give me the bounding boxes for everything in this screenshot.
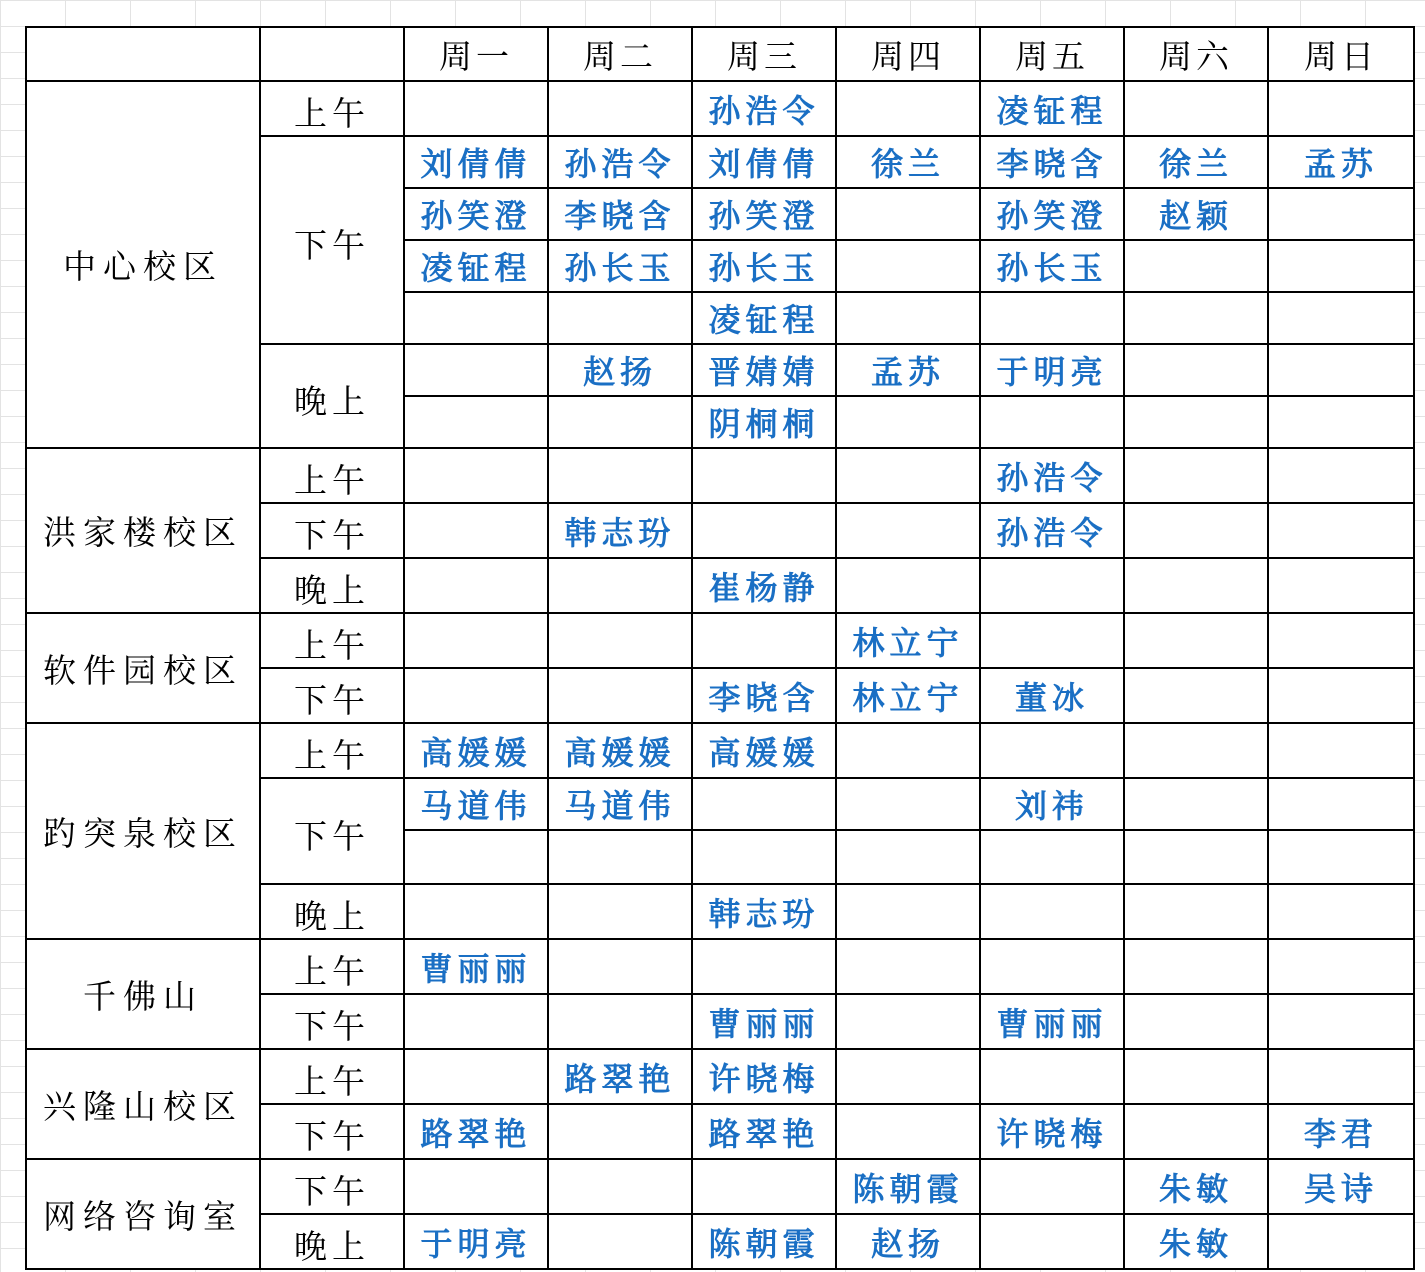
campus-cell[interactable]: 中心校区: [26, 81, 260, 448]
schedule-cell[interactable]: [404, 292, 548, 344]
schedule-cell[interactable]: 路翠艳: [404, 1104, 548, 1159]
time-slot-cell[interactable]: 上午: [260, 1049, 404, 1104]
schedule-cell[interactable]: [836, 558, 980, 613]
schedule-cell[interactable]: [1124, 81, 1268, 136]
schedule-cell[interactable]: [1124, 292, 1268, 344]
schedule-cell[interactable]: [1124, 994, 1268, 1049]
schedule-cell[interactable]: [548, 994, 692, 1049]
schedule-cell[interactable]: 孙长玉: [692, 240, 836, 292]
schedule-cell[interactable]: 孙长玉: [980, 240, 1124, 292]
time-slot-cell[interactable]: 上午: [260, 81, 404, 136]
schedule-cell[interactable]: [404, 344, 548, 396]
time-slot-cell[interactable]: 下午: [260, 994, 404, 1049]
table-row: [26, 81, 1414, 136]
schedule-cell[interactable]: [692, 939, 836, 994]
schedule-cell[interactable]: [404, 668, 548, 723]
schedule-cell[interactable]: [836, 830, 980, 884]
time-slot-cell[interactable]: 晚上: [260, 558, 404, 613]
schedule-cell[interactable]: 朱敏: [1124, 1214, 1268, 1269]
schedule-cell[interactable]: 凌钲程: [980, 81, 1124, 136]
time-slot-cell[interactable]: 上午: [260, 613, 404, 668]
schedule-cell[interactable]: [1268, 1214, 1414, 1269]
table-row: [26, 723, 1414, 778]
time-slot-cell[interactable]: 下午: [260, 136, 404, 344]
schedule-cell[interactable]: 曹丽丽: [404, 939, 548, 994]
schedule-cell[interactable]: [1268, 503, 1414, 558]
schedule-cell[interactable]: [1268, 778, 1414, 830]
schedule-cell[interactable]: [836, 240, 980, 292]
schedule-cell[interactable]: [980, 830, 1124, 884]
schedule-cell[interactable]: [1268, 81, 1414, 136]
schedule-cell[interactable]: [404, 830, 548, 884]
schedule-cell[interactable]: 许晓梅: [980, 1104, 1124, 1159]
schedule-cell[interactable]: [980, 613, 1124, 668]
schedule-cell[interactable]: [1124, 344, 1268, 396]
schedule-cell[interactable]: 孙浩令: [548, 136, 692, 188]
schedule-cell[interactable]: [980, 884, 1124, 939]
schedule-cell[interactable]: 刘倩倩: [404, 136, 548, 188]
time-slot-cell[interactable]: 下午: [260, 1104, 404, 1159]
time-slot-cell[interactable]: 下午: [260, 778, 404, 884]
schedule-cell[interactable]: 刘祎: [980, 778, 1124, 830]
schedule-cell[interactable]: [836, 884, 980, 939]
schedule-cell[interactable]: [548, 1104, 692, 1159]
day-header[interactable]: 周日: [1268, 27, 1414, 81]
schedule-cell[interactable]: [404, 558, 548, 613]
campus-cell[interactable]: 网络咨询室: [26, 1159, 260, 1269]
schedule-cell[interactable]: [1268, 292, 1414, 344]
schedule-table: [25, 26, 1415, 1270]
schedule-cell[interactable]: 李君: [1268, 1104, 1414, 1159]
schedule-cell[interactable]: [836, 396, 980, 448]
schedule-cell[interactable]: [548, 613, 692, 668]
schedule-cell[interactable]: 赵扬: [548, 344, 692, 396]
schedule-cell[interactable]: 凌钲程: [692, 292, 836, 344]
schedule-cell[interactable]: [1124, 830, 1268, 884]
schedule-cell[interactable]: 董冰: [980, 668, 1124, 723]
schedule-cell[interactable]: 于明亮: [980, 344, 1124, 396]
time-slot-cell[interactable]: 晚上: [260, 1214, 404, 1269]
time-slot-cell[interactable]: 上午: [260, 448, 404, 503]
schedule-cell[interactable]: [548, 558, 692, 613]
schedule-cell[interactable]: [836, 994, 980, 1049]
schedule-cell[interactable]: [1124, 613, 1268, 668]
table-row: [26, 939, 1414, 994]
header-corner-campus[interactable]: [26, 27, 260, 81]
schedule-cell[interactable]: [1124, 778, 1268, 830]
schedule-cell[interactable]: [548, 81, 692, 136]
schedule-cell[interactable]: [548, 939, 692, 994]
schedule-cell[interactable]: 孙笑澄: [404, 188, 548, 240]
header-row: [26, 27, 1414, 81]
schedule-cell[interactable]: [836, 503, 980, 558]
schedule-cell[interactable]: 林立宁: [836, 668, 980, 723]
campus-cell[interactable]: 千佛山: [26, 939, 260, 1049]
schedule-cell[interactable]: [404, 503, 548, 558]
schedule-cell[interactable]: [980, 1159, 1124, 1214]
table-row: [26, 1049, 1414, 1104]
schedule-cell[interactable]: [548, 668, 692, 723]
schedule-cell[interactable]: [548, 1159, 692, 1214]
time-slot-cell[interactable]: 下午: [260, 503, 404, 558]
campus-cell[interactable]: 兴隆山校区: [26, 1049, 260, 1159]
time-slot-cell[interactable]: 上午: [260, 939, 404, 994]
schedule-cell[interactable]: 曹丽丽: [692, 994, 836, 1049]
schedule-cell[interactable]: [1124, 1049, 1268, 1104]
schedule-cell[interactable]: [1268, 396, 1414, 448]
day-header[interactable]: 周五: [980, 27, 1124, 81]
time-slot-cell[interactable]: 下午: [260, 1159, 404, 1214]
schedule-cell[interactable]: [836, 723, 980, 778]
schedule-cell[interactable]: [980, 1049, 1124, 1104]
schedule-cell[interactable]: 晋婧婧: [692, 344, 836, 396]
schedule-cell[interactable]: [980, 396, 1124, 448]
schedule-cell[interactable]: [1268, 558, 1414, 613]
time-slot-cell[interactable]: 晚上: [260, 884, 404, 939]
schedule-cell[interactable]: [836, 1104, 980, 1159]
schedule-cell[interactable]: [1268, 613, 1414, 668]
schedule-cell[interactable]: [692, 778, 836, 830]
schedule-cell[interactable]: [1268, 939, 1414, 994]
time-slot-cell[interactable]: 上午: [260, 723, 404, 778]
schedule-cell[interactable]: [836, 292, 980, 344]
schedule-cell[interactable]: 陈朝霞: [692, 1214, 836, 1269]
schedule-cell[interactable]: [692, 613, 836, 668]
table-row: [26, 1159, 1414, 1214]
schedule-cell[interactable]: [548, 884, 692, 939]
schedule-cell[interactable]: [980, 1214, 1124, 1269]
schedule-cell[interactable]: [1268, 344, 1414, 396]
schedule-cell[interactable]: [692, 448, 836, 503]
schedule-cell[interactable]: 赵扬: [836, 1214, 980, 1269]
schedule-cell[interactable]: [980, 292, 1124, 344]
schedule-cell[interactable]: [980, 723, 1124, 778]
schedule-cell[interactable]: [1268, 830, 1414, 884]
schedule-cell[interactable]: [1268, 884, 1414, 939]
schedule-cell[interactable]: [1268, 188, 1414, 240]
schedule-cell[interactable]: [1268, 994, 1414, 1049]
schedule-cell[interactable]: 马道伟: [404, 778, 548, 830]
schedule-cell[interactable]: 路翠艳: [548, 1049, 692, 1104]
day-header[interactable]: 周六: [1124, 27, 1268, 81]
schedule-cell[interactable]: [692, 830, 836, 884]
schedule-cell[interactable]: [404, 1159, 548, 1214]
schedule-cell[interactable]: 许晓梅: [692, 1049, 836, 1104]
time-slot-cell[interactable]: 下午: [260, 668, 404, 723]
schedule-cell[interactable]: 崔杨静: [692, 558, 836, 613]
schedule-cell[interactable]: [548, 448, 692, 503]
schedule-cell[interactable]: [1268, 240, 1414, 292]
header-corner-slot[interactable]: [260, 27, 404, 81]
schedule-cell[interactable]: 马道伟: [548, 778, 692, 830]
schedule-cell[interactable]: 路翠艳: [692, 1104, 836, 1159]
campus-cell[interactable]: 软件园校区: [26, 613, 260, 723]
schedule-cell[interactable]: [404, 448, 548, 503]
schedule-cell[interactable]: [1124, 723, 1268, 778]
schedule-cell[interactable]: 高媛媛: [548, 723, 692, 778]
schedule-cell[interactable]: 刘倩倩: [692, 136, 836, 188]
schedule-cell[interactable]: [836, 188, 980, 240]
schedule-cell[interactable]: [1124, 884, 1268, 939]
schedule-cell[interactable]: [404, 613, 548, 668]
schedule-cell[interactable]: 赵颖: [1124, 188, 1268, 240]
schedule-cell[interactable]: [1124, 668, 1268, 723]
schedule-cell[interactable]: [404, 81, 548, 136]
schedule-cell[interactable]: 韩志玢: [692, 884, 836, 939]
schedule-cell[interactable]: [980, 939, 1124, 994]
schedule-cell[interactable]: 韩志玢: [548, 503, 692, 558]
schedule-cell[interactable]: 徐兰: [1124, 136, 1268, 188]
schedule-cell[interactable]: [980, 558, 1124, 613]
schedule-cell[interactable]: [548, 292, 692, 344]
schedule-cell[interactable]: 徐兰: [836, 136, 980, 188]
schedule-cell[interactable]: 陈朝霞: [836, 1159, 980, 1214]
schedule-cell[interactable]: 孙笑澄: [692, 188, 836, 240]
day-header[interactable]: 周四: [836, 27, 980, 81]
schedule-cell[interactable]: [1124, 558, 1268, 613]
schedule-cell[interactable]: 高媛媛: [692, 723, 836, 778]
campus-cell[interactable]: 趵突泉校区: [26, 723, 260, 939]
schedule-cell[interactable]: [1268, 448, 1414, 503]
schedule-cell[interactable]: 朱敏: [1124, 1159, 1268, 1214]
schedule-cell[interactable]: [404, 994, 548, 1049]
schedule-cell[interactable]: [836, 1049, 980, 1104]
schedule-cell[interactable]: [692, 503, 836, 558]
schedule-cell[interactable]: [692, 1159, 836, 1214]
schedule-cell[interactable]: 凌钲程: [404, 240, 548, 292]
schedule-cell[interactable]: [1124, 448, 1268, 503]
schedule-cell[interactable]: 孟苏: [836, 344, 980, 396]
schedule-cell[interactable]: [1124, 396, 1268, 448]
schedule-cell[interactable]: [548, 830, 692, 884]
schedule-cell[interactable]: 李晓含: [692, 668, 836, 723]
schedule-cell[interactable]: [404, 884, 548, 939]
schedule-cell[interactable]: [1124, 939, 1268, 994]
time-slot-cell[interactable]: 晚上: [260, 344, 404, 448]
schedule-cell[interactable]: [1124, 1104, 1268, 1159]
schedule-cell[interactable]: [548, 1214, 692, 1269]
day-header[interactable]: 周三: [692, 27, 836, 81]
schedule-cell[interactable]: 孙笑澄: [980, 188, 1124, 240]
schedule-cell[interactable]: 林立宁: [836, 613, 980, 668]
schedule-cell[interactable]: [548, 396, 692, 448]
schedule-cell[interactable]: 孙浩令: [980, 503, 1124, 558]
schedule-cell[interactable]: [1268, 723, 1414, 778]
schedule-cell[interactable]: [1268, 668, 1414, 723]
schedule-cell[interactable]: 孙长玉: [548, 240, 692, 292]
schedule-cell[interactable]: [404, 396, 548, 448]
schedule-cell[interactable]: 李晓含: [980, 136, 1124, 188]
campus-cell[interactable]: 洪家楼校区: [26, 448, 260, 613]
schedule-cell[interactable]: 李晓含: [548, 188, 692, 240]
schedule-cell[interactable]: [836, 81, 980, 136]
schedule-cell[interactable]: 孟苏: [1268, 136, 1414, 188]
schedule-cell[interactable]: 孙浩令: [980, 448, 1124, 503]
schedule-cell[interactable]: 高媛媛: [404, 723, 548, 778]
schedule-cell[interactable]: [836, 448, 980, 503]
schedule-cell[interactable]: 孙浩令: [692, 81, 836, 136]
schedule-cell[interactable]: 吴诗: [1268, 1159, 1414, 1214]
schedule-cell[interactable]: 阴桐桐: [692, 396, 836, 448]
schedule-cell[interactable]: [1124, 503, 1268, 558]
table-row: [26, 448, 1414, 503]
schedule-cell[interactable]: [836, 939, 980, 994]
day-header[interactable]: 周一: [404, 27, 548, 81]
schedule-cell[interactable]: 曹丽丽: [980, 994, 1124, 1049]
schedule-cell[interactable]: [1268, 1049, 1414, 1104]
day-header[interactable]: 周二: [548, 27, 692, 81]
schedule-cell[interactable]: 于明亮: [404, 1214, 548, 1269]
table-row: [26, 613, 1414, 668]
schedule-cell[interactable]: [836, 778, 980, 830]
schedule-cell[interactable]: [1124, 240, 1268, 292]
schedule-cell[interactable]: [404, 1049, 548, 1104]
